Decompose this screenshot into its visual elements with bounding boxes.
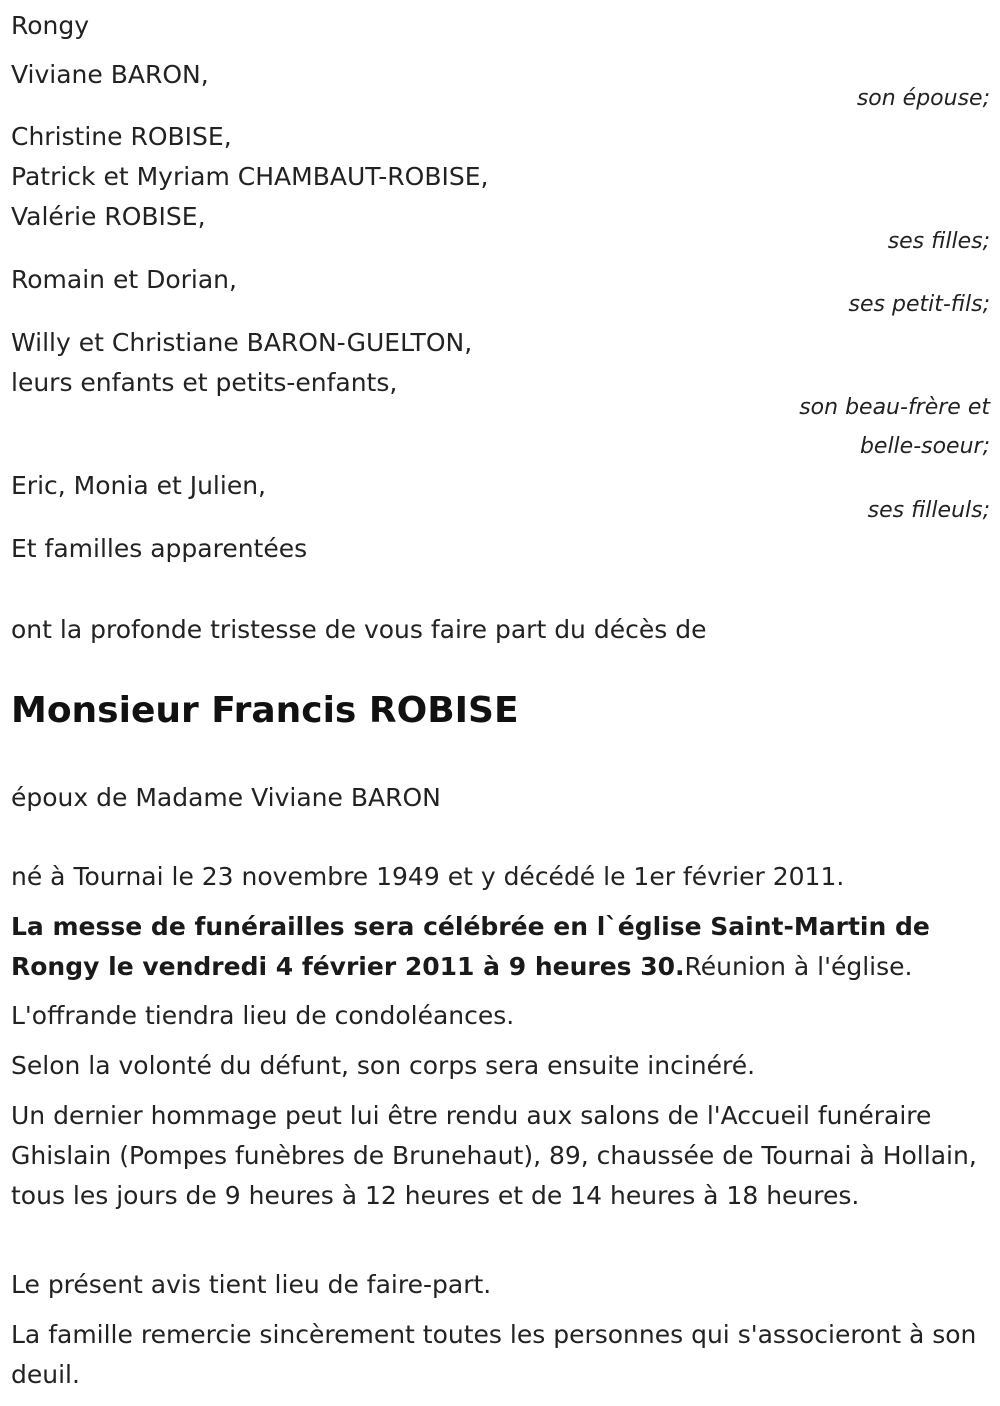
relation-in-laws-line-2: belle-soeur; — [859, 434, 990, 459]
ceremony-time: Rongy le vendredi 4 février 2011 à 9 heures 30. — [11, 952, 685, 981]
family-name-grandsons: Romain et Dorian, — [11, 265, 237, 294]
announcement-text: ont la profonde tristesse de vous faire part du décès de — [11, 615, 707, 644]
offering-note: L'offrande tiendra lieu de condoléances. — [11, 1001, 515, 1030]
spouse-line: époux de Madame Viviane BARON — [11, 783, 441, 812]
family-name-godchildren: Eric, Monia et Julien, — [11, 471, 266, 500]
birth-death-line: né à Tournai le 23 novembre 1949 et y décédé le 1er février 2011. — [11, 862, 845, 891]
ceremony-reunion: Réunion à l'église. — [684, 952, 913, 981]
family-name-daughter-1: Christine ROBISE, — [11, 122, 232, 151]
ceremony-line-1: La messe de funérailles sera célébrée en l`église Saint-Martin de — [11, 912, 930, 941]
relation-spouse: son épouse; — [856, 86, 990, 111]
cremation-note: Selon la volonté du défunt, son corps sera ensuite incinéré. — [11, 1051, 756, 1080]
homage-note: Un dernier hommage peut lui être rendu aux salons de l'Accueil funéraire Ghislain (Pompes funèbres de Brunehaut), 89, chaussée de Tournai à Hollain, tous les jours de 9 heures à 12 heures et de 14 heures à 18 heures. — [11, 1101, 977, 1210]
family-name-daughter-3: Valérie ROBISE, — [11, 202, 206, 231]
family-name-daughter-2: Patrick et Myriam CHAMBAUT-ROBISE, — [11, 162, 489, 191]
relation-grandsons: ses petit-fils; — [848, 292, 990, 317]
deceased-name: Monsieur Francis ROBISE — [11, 690, 519, 731]
family-name-in-laws: Willy et Christiane BARON-GUELTON, — [11, 328, 473, 357]
thanks-note: La famille remercie sincèrement toutes les personnes qui s'associeront à son deuil. — [11, 1320, 977, 1389]
family-name-spouse: Viviane BARON, — [11, 60, 209, 89]
family-name-in-laws-children: leurs enfants et petits-enfants, — [11, 368, 398, 397]
relation-in-laws-line-1: son beau-frère et — [799, 395, 990, 420]
family-name-relatives: Et familles apparentées — [11, 534, 308, 563]
ceremony-line-2 — [11, 947, 912, 987]
notice-note: Le présent avis tient lieu de faire-part. — [11, 1270, 492, 1299]
town-heading: Rongy — [11, 11, 90, 40]
relation-godchildren: ses filleuls; — [867, 498, 990, 523]
relation-daughters: ses filles; — [887, 229, 990, 254]
